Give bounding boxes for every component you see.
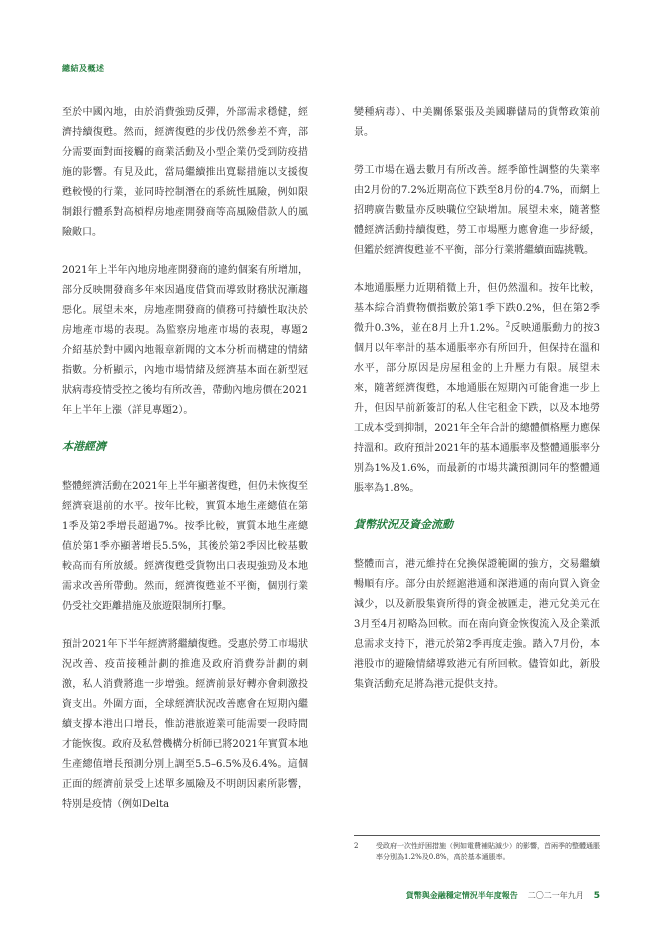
inflation-text-b: 反映通脹動力的按3個月以年率計的基本通脹率亦有所回升，但保持在溫和水平，部分原因是房屋租金的上升壓力有限。展望未來，隨著經濟復甦，本地通脹在短期內可能會進一步上升，但因早前新簽訂的私人住宅租金下跌，以及本地勞工成本受到抑制，2021年全年合計的總體價格壓力應保持溫和。政府預計2021年的基本通脹率及整體通脹率分別為1%及1.6%，而最新的市場共識預測同年的整體通脹率為1.8%。 [354, 323, 600, 494]
paragraph-labour-market: 勞工市場在過去數月有所改善。經季節性調整的失業率由2月份的7.2%近期高位下跌至8月份的4.7%，而網上招聘廣告數量亦反映職位空缺增加。展望未來，隨著整體經濟活動持續復甦，勞工市場壓力應會進一步紓緩，但鑑於經濟復甦並不平衡，部分行業將繼續面臨挑戰。 [354, 165, 600, 256]
right-column [354, 103, 600, 713]
left-column [62, 103, 308, 833]
paragraph-outlook-continued: 變種病毒）、中美關係緊張及美國聯儲局的貨幣政策前景。 [354, 107, 600, 138]
inflation-text-a: 本地通脹壓力近期稍微上升，但仍然溫和。按年比較，基本綜合消費物價指數於第1季下跌0.2%，但在第2季微升0.3%，並在8月上升1.2%。 [354, 283, 600, 334]
publication-date: 二〇二一年九月 [527, 891, 584, 900]
paragraph-hkd-flows: 整體而言，港元維持在兌換保證範圍的強方，交易繼續暢順有序。部分由於經滬港通和深港通的南向買入資金減少，以及新股集資所得的資金被匯走，港元兌美元在3月至4月初略為回軟。而在南向資金恢復流入及企業派息需求支持下，港元於第2季再度走強。踏入7月份，本港股市的避險情緒導致港元有所回軟。儘管如此，新股集資活動充足將為港元提供支持。 [354, 559, 600, 690]
footnote-text: 受政府一次性紓困措施（例如電費補貼減少）的影響，首兩季的整體通脹率分別為1.2%及0.8%，高於基本通脹率。 [376, 842, 600, 861]
paragraph-property-developers: 2021年上半年內地房地產開發商的違約個案有所增加，部分反映開發商多年來因過度借貸而導致財務狀況漸趨惡化。展望未來，房地產開發商的債務可持續性取決於房地產市場的表現。為監察房地產市場的表現，專題2介紹基於對中國內地報章新聞的文本分析而構建的情緒指數。分析顯示，內地市場情緒及經濟基本面在新型冠狀病毒疫情受控之後均有所改善，帶動內地房價在2021年上半年上漲（詳見專題2）。 [62, 265, 308, 416]
footnote-marker[interactable]: 2 [505, 320, 511, 329]
section-header: 總結及概述 [62, 64, 105, 73]
footnote [354, 841, 600, 863]
footnote-divider [354, 835, 600, 836]
footnote-number: 2 [354, 842, 359, 850]
paragraph-mainland-economy: 至於中國內地，由於消費強勁反彈，外部需求穩健，經濟持續復甦。然而，經濟復甦的步伐仍然參差不齊，部分需要面對面接觸的商業活動及小型企業仍受到防疫措施的影響。有見及此，當局繼續推出寬鬆措施以支援復甦較慢的行業，並同時控制潛在的系統性風險，例如限制銀行體系對高槓桿房地產開發商等高風險借款人的風險敞口。 [62, 107, 308, 238]
paragraph-inflation [354, 279, 600, 499]
paragraph-economic-outlook: 預計2021年下半年經濟將繼續復甦。受惠於勞工市場狀況改善、疫苗接種計劃的推進及政府消費券計劃的刺激，私人消費將進一步增強。經濟前景好轉亦會刺激投資支出。外圍方面，全球經濟狀況改善應會在短期內繼續支撐本港出口增長，惟訪港旅遊業可能需要一段時間才能恢復。政府及私營機構分析師已將2021年實質本地生產總值增長預測分別上調至5.5–6.5%及6.4%。這個正面的經濟前景受上述單多風險及不明朗因素所影響，特別是疫情（例如Delta [62, 639, 308, 810]
paragraph-economic-activity: 整體經濟活動在2021年上半年顯著復甦，但仍未恢復至經濟衰退前的水平。按年比較，實質本地生產總值在第1季及第2季增長超過7%。按季比較，實質本地生產總值於第1季亦顯著增長5.5%，其後於第2季因比較基數較高而有所放緩。經濟復甦受貨物出口表現強勁及本地需求改善所帶動。然而，經濟復甦並不平衡，個別行業仍受社交距離措施及旅遊限制所打擊。 [62, 481, 308, 612]
page-number: 5 [593, 890, 600, 901]
publication-title: 貨幣與金融穩定情況半年度報告 [405, 891, 518, 900]
heading-local-economy: 本港經濟 [62, 440, 106, 453]
heading-monetary-conditions: 貨幣狀況及資金流動 [354, 518, 453, 531]
page-footer [406, 890, 600, 901]
